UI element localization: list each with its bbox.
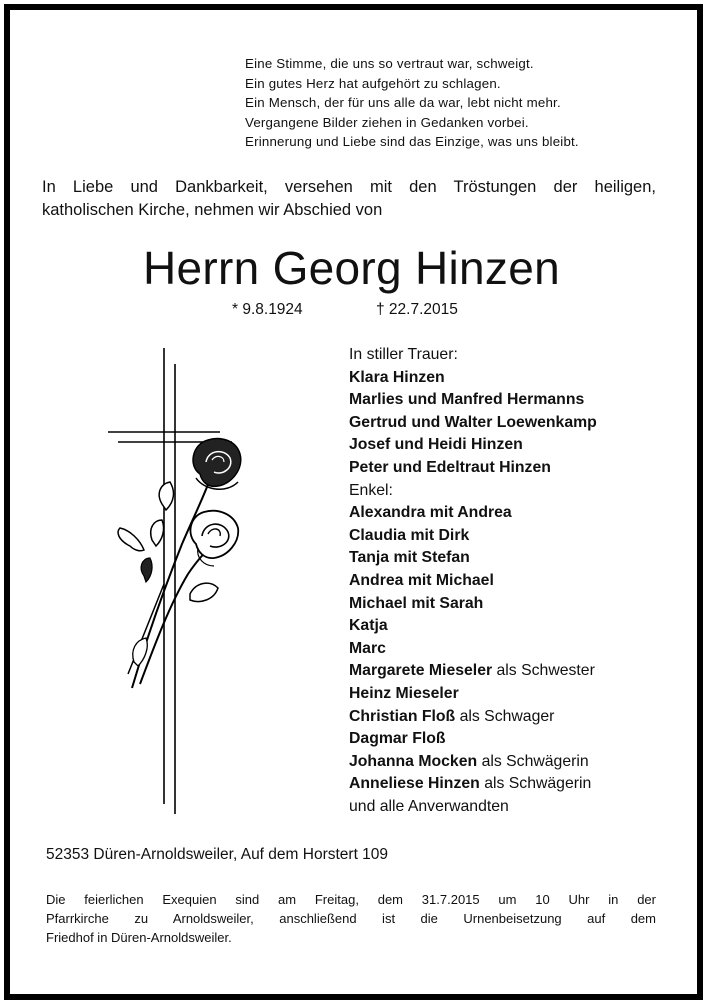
relative-name: Margarete Mieseler xyxy=(349,662,493,680)
relative-name: Heinz Mieseler xyxy=(349,684,459,702)
intro-line: In Liebe und Dankbarkeit, versehen mit den Tröstungen der heiligen, xyxy=(42,178,656,196)
relative-row xyxy=(349,683,597,706)
relative-row xyxy=(349,751,597,774)
rose-lower xyxy=(190,511,238,566)
relative-row xyxy=(349,706,597,729)
intro-text xyxy=(42,176,656,221)
relative-name: Anneliese Hinzen xyxy=(349,775,480,793)
notice-line: Friedhof in Düren-Arnoldsweiler. xyxy=(46,930,232,945)
family-member: Marlies und Manfred Hermanns xyxy=(349,391,585,409)
mourners-list xyxy=(349,344,597,818)
relative-row xyxy=(349,773,597,796)
relative-relation: als Schwägerin xyxy=(484,775,592,793)
address: 52353 Düren-Arnoldsweiler, Auf dem Horstert 109 xyxy=(46,846,389,863)
grandchildren-label: Enkel: xyxy=(349,481,393,499)
mourners-closing: und alle Anverwandten xyxy=(349,797,509,815)
family-member: Josef und Heidi Hinzen xyxy=(349,436,523,454)
rose-upper xyxy=(193,439,241,490)
relative-row xyxy=(349,728,597,751)
cross-with-roses-icon xyxy=(100,344,250,814)
relative-row xyxy=(349,660,597,683)
grandchild: Claudia mit Dirk xyxy=(349,526,470,544)
poem-line: Ein gutes Herz hat aufgehört zu schlagen. xyxy=(245,75,501,91)
relative-relation: als Schwager xyxy=(459,707,555,725)
poem-line: Erinnerung und Liebe sind das Einzige, was uns bleibt. xyxy=(245,134,579,149)
relative-relation: als Schwester xyxy=(496,662,595,680)
death-date: † 22.7.2015 xyxy=(376,301,458,318)
poem xyxy=(245,54,579,152)
birth-date: * 9.8.1924 xyxy=(232,301,303,318)
relative-name: Dagmar Floß xyxy=(349,730,446,748)
grandchild: Tanja mit Stefan xyxy=(349,549,470,567)
family-member: Klara Hinzen xyxy=(349,368,445,386)
grandchild: Michael mit Sarah xyxy=(349,594,484,612)
relative-name: Johanna Mocken xyxy=(349,752,478,770)
relative-name: Christian Floß xyxy=(349,707,456,725)
notice-line: Pfarrkirche zu Arnoldsweiler, anschließend ist die Urnenbeisetzung auf dem xyxy=(46,911,656,926)
service-notice xyxy=(46,890,656,947)
family-member: Peter und Edeltraut Hinzen xyxy=(349,458,551,476)
grandchild: Marc xyxy=(349,639,386,657)
deceased-name: Herrn Georg Hinzen xyxy=(142,242,561,294)
intro-line: katholischen Kirche, nehmen wir Abschied von xyxy=(42,200,383,219)
family-member: Gertrud und Walter Loewenkamp xyxy=(349,413,597,431)
relative-relation: als Schwägerin xyxy=(481,752,589,770)
poem-line: Vergangene Bilder ziehen in Gedanken vorbei. xyxy=(245,114,529,130)
grandchild: Andrea mit Michael xyxy=(349,571,494,589)
poem-line: Eine Stimme, die uns so vertraut war, schweigt. xyxy=(245,56,534,71)
poem-line: Ein Mensch, der für uns alle da war, lebt nicht mehr. xyxy=(245,95,561,110)
mourners-heading: In stiller Trauer: xyxy=(349,346,458,363)
notice-line: Die feierlichen Exequien sind am Freitag, dem 31.7.2015 um 10 Uhr in der xyxy=(46,892,656,907)
grandchild: Katja xyxy=(349,617,388,635)
grandchild: Alexandra mit Andrea xyxy=(349,504,512,522)
